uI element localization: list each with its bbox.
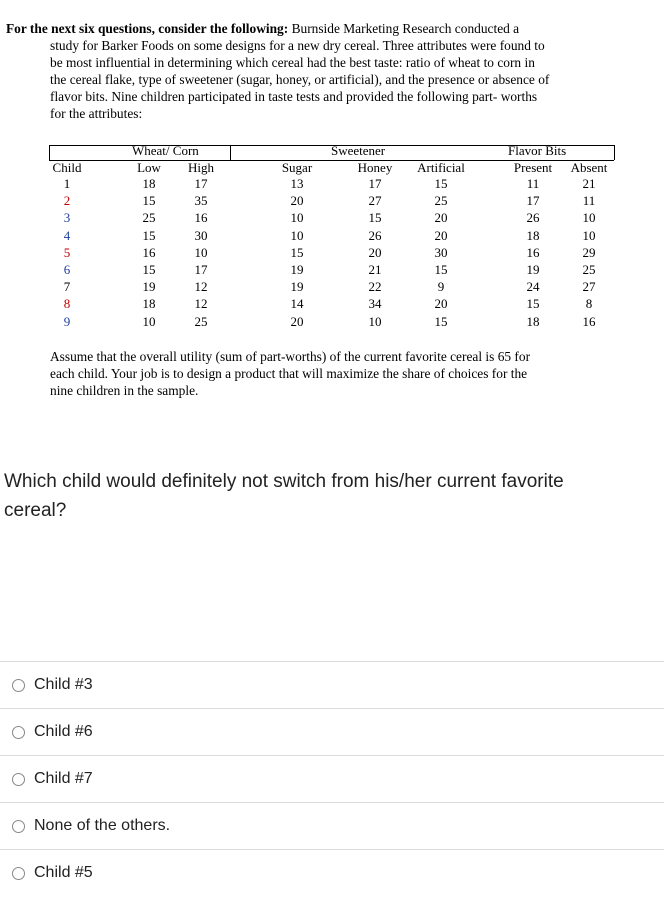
table-cell: 10 [194, 244, 208, 260]
column-header: Child [52, 160, 82, 175]
option-label: Child #7 [34, 770, 93, 787]
column-header: Present [513, 160, 553, 175]
table-cell: 35 [194, 193, 208, 209]
table-cell: 18 [142, 296, 156, 312]
table-cell: 18 [142, 176, 156, 191]
column-header: High [188, 160, 214, 175]
closing-paragraph [50, 348, 610, 399]
table-cell: 20 [290, 193, 304, 209]
intro-first-line [6, 20, 636, 37]
table-cell: 11 [526, 176, 540, 191]
table-cell: 19 [142, 279, 156, 295]
table-cell: 22 [368, 279, 382, 295]
table-cell: 18 [526, 313, 540, 329]
table-cell: 17 [526, 193, 540, 209]
table-cell: 10 [142, 313, 156, 329]
table-cell: 16 [582, 313, 596, 329]
table-cell: 26 [368, 227, 382, 243]
table-cell: 12 [194, 296, 208, 312]
table-right-border [614, 145, 615, 160]
table-cell: 13 [290, 176, 304, 191]
table-cell: 30 [194, 227, 208, 243]
table-cell: 26 [526, 210, 540, 226]
child-id: 5 [63, 244, 71, 260]
table-cell: 15 [368, 210, 382, 226]
column-header: Absent [570, 160, 608, 175]
table-cell: 16 [194, 210, 208, 226]
child-id: 6 [63, 262, 71, 277]
table-cell: 15 [290, 244, 304, 260]
option-label: Child #3 [34, 676, 93, 693]
table-cell: 25 [582, 262, 596, 277]
option-child-7[interactable] [0, 755, 664, 802]
table-cell: 15 [434, 176, 448, 191]
option-label: None of the others. [34, 817, 171, 834]
radio-circle-icon[interactable] [12, 773, 25, 786]
closing-line: nine children in the sample. [50, 383, 199, 398]
child-id: 7 [63, 279, 71, 295]
group-header-sweetener: Sweetener [331, 143, 386, 158]
column-header: Honey [357, 160, 393, 175]
table-cell: 20 [434, 210, 448, 226]
child-id: 3 [63, 210, 71, 226]
part-worths-table [49, 143, 615, 331]
table-cell: 29 [582, 244, 596, 260]
table-cell: 12 [194, 279, 208, 295]
table-cell: 25 [434, 193, 448, 209]
option-label: Child #5 [34, 864, 93, 881]
table-cell: 24 [526, 279, 540, 295]
table-cell: 14 [290, 296, 304, 312]
table-cell: 19 [290, 262, 304, 277]
table-cell: 16 [142, 244, 156, 260]
option-child-3[interactable] [0, 661, 664, 708]
radio-circle-icon[interactable] [12, 820, 25, 833]
group-header-flavor-bits: Flavor Bits [508, 143, 567, 158]
table-cell: 34 [368, 296, 382, 312]
option-child-6[interactable] [0, 708, 664, 755]
table-cell: 10 [582, 210, 596, 226]
table-cell: 20 [290, 313, 304, 329]
child-id: 1 [63, 176, 71, 191]
table-cell: 15 [434, 313, 448, 329]
table-cell: 30 [434, 244, 448, 260]
table-cell: 20 [434, 227, 448, 243]
table-cell: 17 [368, 176, 382, 191]
radio-circle-icon[interactable] [12, 726, 25, 739]
table-cell: 20 [368, 244, 382, 260]
table-cell: 25 [142, 210, 156, 226]
option-none[interactable] [0, 802, 664, 849]
table-cell: 16 [526, 244, 540, 260]
option-child-5[interactable] [0, 849, 664, 896]
table-cell: 20 [434, 296, 448, 312]
intro-line: for the attributes: [50, 106, 143, 121]
intro-lead-rest: Burnside Marketing Research conducted a [288, 21, 520, 36]
intro-line: the cereal flake, type of sweetener (sugar, honey, or artificial), and the presence or absence of [50, 72, 550, 87]
child-id: 4 [63, 227, 71, 243]
intro-line: flavor bits. Nine children participated in taste tests and provided the following part- worths [50, 89, 538, 104]
table-cell: 10 [368, 313, 382, 329]
table-cell: 19 [290, 279, 304, 295]
table-cell: 10 [582, 227, 596, 243]
table-cell: 15 [526, 296, 540, 312]
question-text: Which child would definitely not switch from his/her current favorite cereal? [4, 471, 564, 521]
table-cell: 18 [526, 227, 540, 243]
table-cell: 17 [194, 176, 208, 191]
table-cell: 10 [290, 227, 304, 243]
table-cell: 9 [437, 279, 445, 295]
column-header: Artificial [417, 160, 465, 175]
closing-line: Assume that the overall utility (sum of part-worths) of the current favorite cereal is 65 for [50, 349, 531, 364]
table-cell: 15 [434, 262, 448, 277]
child-id: 2 [63, 193, 71, 209]
table-cell: 10 [290, 210, 304, 226]
radio-circle-icon[interactable] [12, 867, 25, 880]
table-cell: 15 [142, 193, 156, 209]
table-group-divider [230, 145, 231, 160]
column-header: Low [137, 160, 161, 175]
intro-line: be most influential in determining which cereal had the best taste: ratio of wheat to corn in [50, 55, 535, 70]
table-cell: 15 [142, 262, 156, 277]
intro-lead: For the next six questions, consider the following: [6, 21, 289, 36]
child-id: 8 [63, 296, 71, 312]
group-header-wheat-corn: Wheat/ Corn [132, 143, 199, 158]
table-cell: 15 [142, 227, 156, 243]
table-cell: 25 [194, 313, 208, 329]
option-label: Child #6 [34, 723, 93, 740]
radio-circle-icon[interactable] [12, 679, 25, 692]
column-header: Sugar [281, 160, 313, 175]
table-cell: 8 [585, 296, 593, 312]
table-cell: 21 [582, 176, 596, 191]
table-cell: 11 [582, 193, 596, 209]
closing-line: each child. Your job is to design a product that will maximize the share of choices for the [50, 366, 528, 381]
table-cell: 21 [368, 262, 382, 277]
table-cell: 17 [194, 262, 208, 277]
intro-paragraph [6, 20, 636, 122]
table-left-border [49, 145, 50, 160]
table-cell: 19 [526, 262, 540, 277]
table-cell: 27 [582, 279, 596, 295]
intro-line: study for Barker Foods on some designs for a new dry cereal. Three attributes were found to [50, 38, 545, 53]
child-id: 9 [63, 313, 71, 329]
table-cell: 27 [368, 193, 382, 209]
